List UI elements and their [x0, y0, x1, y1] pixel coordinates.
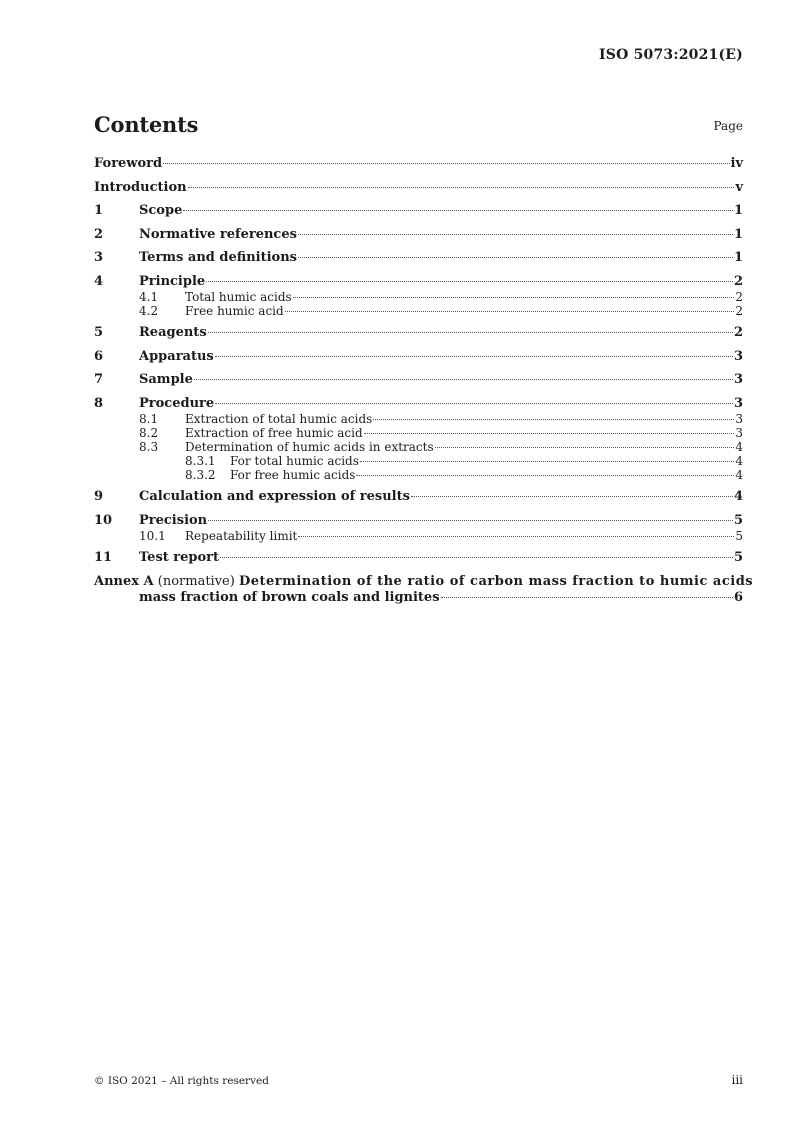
toc-page: 3 [733, 372, 743, 387]
toc-label: For free humic acids [230, 467, 356, 482]
toc-label: For total humic acids [230, 453, 359, 468]
toc-entry-apparatus[interactable] [94, 349, 743, 365]
dot-leader [208, 520, 733, 521]
toc-number: 5 [94, 325, 104, 340]
document-id: ISO 5073:2021(E) [599, 47, 743, 63]
dot-leader [411, 496, 733, 497]
toc-number: 8.1 [139, 411, 159, 426]
toc-page: 2 [735, 303, 743, 318]
toc-entry-free-humic-acid[interactable] [94, 304, 743, 318]
toc-entry-normative-references[interactable] [94, 227, 743, 243]
annex-title-part-1: Determination of the ratio of carbon mass fraction to humic acids [238, 573, 754, 589]
toc-number: 4 [94, 273, 104, 289]
toc-page: 6 [733, 589, 743, 605]
toc-page: 3 [735, 411, 743, 426]
contents-header [94, 112, 743, 138]
dot-leader [194, 379, 733, 380]
toc-entry-extraction-free[interactable] [94, 426, 743, 440]
toc-entry-test-report[interactable] [94, 550, 743, 566]
dot-leader [215, 403, 733, 404]
annex-label: Annex A [94, 573, 154, 589]
dot-leader [188, 187, 735, 188]
toc-entry-annex-a[interactable] [94, 573, 754, 606]
toc-number: 11 [94, 550, 113, 565]
toc-number: 3 [94, 250, 104, 265]
annex-title-line-1 [94, 573, 754, 590]
toc-entry-for-free[interactable] [94, 468, 743, 482]
toc-number: 6 [94, 348, 104, 364]
dot-leader [373, 419, 734, 420]
toc-number: 8.2 [139, 425, 159, 440]
toc-label: Normative references [139, 226, 297, 242]
toc-entry-extraction-total[interactable] [94, 412, 743, 426]
toc-entry-for-total[interactable] [94, 454, 743, 468]
toc-label: Free humic acid [185, 303, 284, 318]
toc-number: 9 [94, 489, 104, 504]
toc-entry-introduction[interactable] [94, 180, 743, 196]
dot-leader [183, 210, 733, 211]
toc-label: Procedure [139, 395, 215, 411]
dot-leader [364, 433, 735, 434]
toc-page: 1 [733, 250, 743, 265]
toc-page: 1 [733, 226, 743, 242]
toc-entry-sample[interactable] [94, 372, 743, 388]
toc-page: iv [730, 156, 743, 171]
toc-label: Introduction [94, 179, 187, 195]
dot-leader [206, 281, 733, 282]
page-title: Contents [94, 112, 199, 137]
toc-page: 4 [733, 489, 743, 504]
copyright-notice: © ISO 2021 – All rights reserved [94, 1075, 269, 1087]
toc-label: Test report [139, 550, 220, 565]
dot-leader [208, 332, 733, 333]
toc-number: 2 [94, 226, 104, 242]
dot-leader [298, 536, 734, 537]
toc-label: Principle [139, 273, 206, 289]
toc-label: Scope [139, 203, 183, 218]
toc-number: 7 [94, 372, 104, 387]
toc-page: 1 [733, 203, 743, 218]
toc-label: Sample [139, 372, 193, 387]
page-column-label: Page [713, 119, 743, 133]
toc-entry-reagents[interactable] [94, 325, 743, 341]
toc-page: v [735, 179, 743, 195]
toc-page: 2 [733, 273, 743, 289]
toc-entry-determination[interactable] [94, 440, 743, 454]
dot-leader [360, 461, 734, 462]
toc-page: 2 [733, 325, 743, 340]
toc-entry-principle[interactable] [94, 274, 743, 290]
toc-label: Repeatability limit [185, 528, 298, 543]
dot-leader [293, 297, 735, 298]
toc-label: Calculation and expression of results [139, 489, 410, 504]
toc-entry-precision[interactable] [94, 513, 743, 529]
page-number: iii [731, 1073, 743, 1087]
toc-page: 3 [733, 395, 743, 411]
dot-leader [215, 356, 733, 357]
toc-page: 4 [735, 467, 743, 482]
toc-number: 8.3.1 [185, 453, 216, 468]
dot-leader [285, 311, 735, 312]
toc-page: 4 [735, 453, 743, 468]
toc-entry-repeatability-limit[interactable] [94, 529, 743, 543]
annex-type: (normative) [157, 573, 235, 589]
dot-leader [298, 257, 733, 258]
toc-entry-foreword[interactable] [94, 156, 743, 172]
toc-label: Precision [139, 512, 208, 528]
toc-number: 8 [94, 395, 104, 411]
dot-leader [220, 557, 733, 558]
toc-entry-scope[interactable] [94, 203, 743, 219]
toc-number: 10 [94, 512, 113, 528]
toc-page: 5 [733, 512, 743, 528]
dot-leader [435, 447, 735, 448]
dot-leader [298, 234, 733, 235]
dot-leader [163, 163, 729, 164]
toc-label: Foreword [94, 156, 163, 171]
toc-label: Reagents [139, 325, 207, 340]
toc-entry-terms-and-definitions[interactable] [94, 250, 743, 266]
toc-label: Apparatus [139, 348, 214, 364]
toc-label: Total humic acids [185, 289, 292, 304]
dot-leader [441, 597, 733, 598]
toc-label: Determination of humic acids in extracts [185, 439, 434, 454]
annex-title-part-2: mass fraction of brown coals and lignites [139, 589, 440, 605]
toc-label: Terms and definitions [139, 250, 297, 265]
toc-number: 8.3.2 [185, 467, 216, 482]
toc-page: 2 [735, 289, 743, 304]
toc-page: 3 [733, 348, 743, 364]
toc-number: 8.3 [139, 439, 159, 454]
toc-label: Extraction of free humic acid [185, 425, 363, 440]
toc-label: Extraction of total humic acids [185, 411, 373, 426]
toc-number: 10.1 [139, 528, 166, 543]
toc-number: 4.1 [139, 289, 159, 304]
toc-page: 5 [735, 528, 743, 543]
annex-title-line-2 [139, 590, 743, 606]
toc-number: 4.2 [139, 303, 159, 318]
toc-page: 4 [735, 439, 743, 454]
toc-page: 3 [735, 425, 743, 440]
dot-leader [356, 475, 734, 476]
toc-entry-procedure[interactable] [94, 396, 743, 412]
toc-number: 1 [94, 203, 104, 218]
toc-entry-calculation[interactable] [94, 489, 743, 505]
table-of-contents [94, 156, 754, 606]
toc-entry-total-humic-acids[interactable] [94, 290, 743, 304]
toc-page: 5 [733, 550, 743, 565]
